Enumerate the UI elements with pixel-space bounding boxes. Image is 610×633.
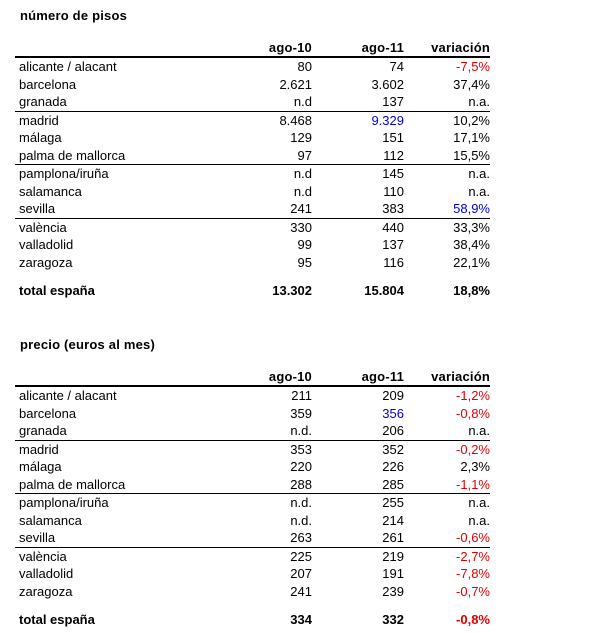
city-label: alicante / alacant xyxy=(19,388,117,404)
value-ago11: 3.602 xyxy=(371,76,404,92)
value-variacion: 22,1% xyxy=(453,254,490,270)
value-ago11: 151 xyxy=(382,130,404,146)
city-label: sevilla xyxy=(15,529,220,547)
table-row-sevilla xyxy=(15,200,490,218)
table-row-madrid xyxy=(15,111,490,129)
table-row-valladolid xyxy=(15,236,490,254)
city-label: zaragoza xyxy=(19,254,73,270)
value-ago10: 207 xyxy=(290,566,312,582)
precio-table-title: precio (euros al mes) xyxy=(20,337,155,352)
city-label: pamplona/iruña xyxy=(19,495,109,511)
value-ago10: n.d xyxy=(220,93,312,111)
value-ago11: 255 xyxy=(382,495,404,511)
value-variacion: n.a. xyxy=(468,166,490,182)
table-row-valencia xyxy=(15,547,490,565)
header-ago-11: ago-11 xyxy=(312,39,404,57)
value-ago11: 383 xyxy=(312,200,404,218)
city-label: salamanca xyxy=(19,512,82,528)
header-variacion: variación xyxy=(404,39,490,57)
value-ago11: 214 xyxy=(382,512,404,528)
value-ago10: 353 xyxy=(290,441,312,457)
value-ago11: 285 xyxy=(312,476,404,494)
value-variacion: 33,3% xyxy=(453,219,490,235)
table-row-granada xyxy=(15,422,490,440)
precio-table xyxy=(15,368,490,628)
value-ago11: 219 xyxy=(382,548,404,564)
table-row-palma xyxy=(15,147,490,165)
table-row-palma xyxy=(15,476,490,494)
value-variacion: -7,5% xyxy=(456,59,490,75)
value-ago10: 241 xyxy=(290,583,312,599)
value-variacion: 2,3% xyxy=(460,459,490,475)
pisos-header-row xyxy=(15,39,490,57)
city-label: palma de mallorca xyxy=(15,147,220,165)
value-variacion: -0,2% xyxy=(456,441,490,457)
total-ago11: 15.804 xyxy=(364,282,404,298)
value-ago11: 209 xyxy=(382,388,404,404)
value-ago11: 9.329 xyxy=(371,112,404,128)
city-label: granada xyxy=(15,422,220,440)
value-variacion: 37,4% xyxy=(453,76,490,92)
value-ago10: 80 xyxy=(297,59,312,75)
pisos-table xyxy=(15,39,490,299)
city-label: madrid xyxy=(19,112,59,128)
value-ago10: 288 xyxy=(220,476,312,494)
city-label: sevilla xyxy=(15,200,220,218)
city-label: barcelona xyxy=(19,405,77,421)
table-row-madrid xyxy=(15,440,490,458)
value-ago11: 112 xyxy=(312,147,404,165)
pisos-table-title: número de pisos xyxy=(20,8,128,23)
total-row-pisos xyxy=(15,281,490,299)
city-label: alicante / alacant xyxy=(19,59,117,75)
precio-header-row xyxy=(15,368,490,386)
header-ago-10: ago-10 xyxy=(220,368,312,386)
value-ago10: 220 xyxy=(290,459,312,475)
total-ago11: 332 xyxy=(382,611,404,627)
value-ago10: n.d. xyxy=(290,512,312,528)
value-ago11: 226 xyxy=(382,459,404,475)
value-ago11: 356 xyxy=(382,405,404,421)
value-ago11: 110 xyxy=(383,183,404,199)
value-ago10: n.d. xyxy=(220,422,312,440)
table-row-salamanca xyxy=(15,183,490,201)
table-row-zaragoza xyxy=(15,254,490,272)
value-variacion: 10,2% xyxy=(453,112,490,128)
header-ago-11: ago-11 xyxy=(312,368,404,386)
city-label: pamplona/iruña xyxy=(19,166,109,182)
value-variacion: -2,7% xyxy=(456,548,490,564)
value-variacion: n.a. xyxy=(404,93,490,111)
spacer-row xyxy=(15,271,490,281)
total-label: total españa xyxy=(19,611,95,627)
value-ago10: 211 xyxy=(291,388,312,404)
value-ago10: 241 xyxy=(220,200,312,218)
total-variacion: 18,8% xyxy=(453,282,490,298)
value-ago11: 261 xyxy=(312,529,404,547)
city-label: valladolid xyxy=(19,237,74,253)
value-ago11: 137 xyxy=(382,237,404,253)
table-row-granada xyxy=(15,93,490,111)
value-ago10: 95 xyxy=(297,254,312,270)
value-variacion: -7,8% xyxy=(456,566,490,582)
value-ago11: 352 xyxy=(382,441,404,457)
table-row-pamplona xyxy=(15,165,490,183)
value-ago10: 263 xyxy=(220,529,312,547)
city-label: granada xyxy=(15,93,220,111)
city-label: barcelona xyxy=(19,76,77,92)
table-row-zaragoza xyxy=(15,583,490,601)
city-label: málaga xyxy=(19,130,62,146)
value-ago10: 8.468 xyxy=(279,112,312,128)
city-label: valladolid xyxy=(19,566,74,582)
city-label: zaragoza xyxy=(19,583,73,599)
table-row-malaga xyxy=(15,129,490,147)
value-ago10: n.d xyxy=(293,166,312,182)
table-row-alicante xyxy=(15,386,490,405)
value-variacion: n.a. xyxy=(468,512,490,528)
city-label: valència xyxy=(19,219,67,235)
value-variacion: n.a. xyxy=(468,183,490,199)
value-ago10: 225 xyxy=(290,548,312,564)
table-row-pamplona xyxy=(15,494,490,512)
value-ago11: 440 xyxy=(382,219,404,235)
header-city-blank xyxy=(15,39,220,57)
table-row-alicante xyxy=(15,57,490,76)
value-ago11: 206 xyxy=(312,422,404,440)
table-row-valencia xyxy=(15,218,490,236)
total-label: total españa xyxy=(19,282,95,298)
value-variacion: -0,7% xyxy=(456,583,490,599)
table-row-barcelona xyxy=(15,76,490,94)
value-ago10: n.d. xyxy=(290,495,312,511)
total-ago10: 13.302 xyxy=(272,282,312,298)
total-variacion: -0,8% xyxy=(456,611,490,627)
city-label: palma de mallorca xyxy=(15,476,220,494)
city-label: salamanca xyxy=(19,183,82,199)
table-row-sevilla xyxy=(15,529,490,547)
value-ago10: 99 xyxy=(297,237,312,253)
table-row-salamanca xyxy=(15,512,490,530)
total-ago10: 334 xyxy=(290,611,312,627)
value-ago11: 116 xyxy=(383,254,404,270)
spacer-row xyxy=(15,600,490,610)
value-ago11: 239 xyxy=(382,583,404,599)
value-ago10: n.d xyxy=(293,183,312,199)
value-variacion: -0,6% xyxy=(404,529,490,547)
header-city-blank xyxy=(15,368,220,386)
value-ago11: 145 xyxy=(382,166,404,182)
value-ago11: 137 xyxy=(312,93,404,111)
table-row-malaga xyxy=(15,458,490,476)
city-label: valència xyxy=(19,548,67,564)
city-label: málaga xyxy=(19,459,62,475)
value-variacion: 38,4% xyxy=(453,237,490,253)
table-row-barcelona xyxy=(15,405,490,423)
value-variacion: 17,1% xyxy=(453,130,490,146)
value-variacion: n.a. xyxy=(404,422,490,440)
header-variacion: variación xyxy=(404,368,490,386)
value-variacion: -1,1% xyxy=(404,476,490,494)
value-variacion: 58,9% xyxy=(404,200,490,218)
value-ago10: 129 xyxy=(290,130,312,146)
table-row-valladolid xyxy=(15,565,490,583)
value-ago10: 359 xyxy=(290,405,312,421)
value-ago10: 2.621 xyxy=(279,76,312,92)
city-label: madrid xyxy=(19,441,59,457)
value-ago11: 74 xyxy=(389,59,404,75)
value-variacion: -0,8% xyxy=(456,405,490,421)
value-ago10: 330 xyxy=(290,219,312,235)
value-ago11: 191 xyxy=(382,566,404,582)
value-variacion: -1,2% xyxy=(456,388,490,404)
value-ago10: 97 xyxy=(220,147,312,165)
header-ago-10: ago-10 xyxy=(220,39,312,57)
value-variacion: n.a. xyxy=(468,495,490,511)
total-row-precio xyxy=(15,610,490,628)
value-variacion: 15,5% xyxy=(404,147,490,165)
